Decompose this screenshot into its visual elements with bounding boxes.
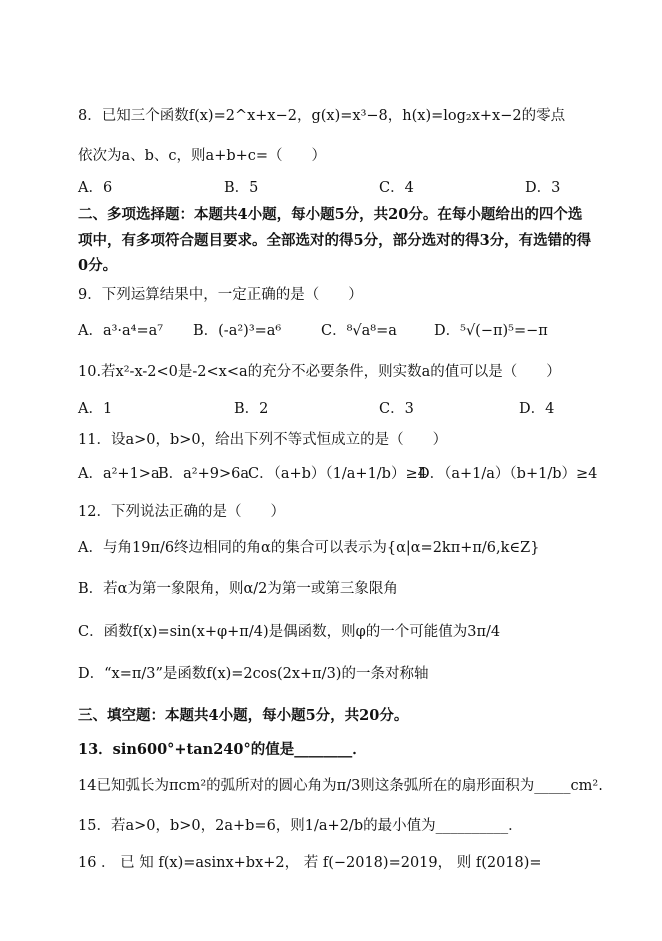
q12-option-c: C．函数f(x)=sin(x+φ+π/4)是偶函数，则φ的一个可能值为3π/4 <box>78 624 501 640</box>
q12-option-d: D．“x=π/3”是函数f(x)=2cos(2x+π/3)的一条对称轴 <box>78 666 429 682</box>
q15-text: 15．若a>0，b>0，2a+b=6，则1/a+2/b的最小值为__________． <box>78 818 523 834</box>
q10-option-a: A．1 <box>78 401 113 417</box>
q9-option-b: B．(-a²)³=a⁶ <box>193 323 282 339</box>
q13-text: 13．sin600°+tan240°的值是________． <box>78 741 367 758</box>
q9-option-c: C．⁸√a⁸=a <box>321 323 397 339</box>
q8-option-c: C．4 <box>379 180 414 196</box>
q8-option-d: D．3 <box>525 180 561 196</box>
q9-stem: 9．下列运算结果中，一定正确的是（ ） <box>78 287 363 303</box>
q11-option-c: C．（a+b）（1/a+1/b）≥4 <box>248 466 427 482</box>
q10-option-c: C．3 <box>379 401 414 417</box>
section3-heading: 三、填空题：本题共4小题，每小题5分，共20分。 <box>78 707 409 724</box>
q12-option-a: A．与角19π/6终边相同的角α的集合可以表示为{α|α=2kπ+π/6,k∈Z} <box>78 540 540 556</box>
q12-stem: 12．下列说法正确的是（ ） <box>78 504 285 520</box>
q8-line1: 8．已知三个函数f(x)=2^x+x−2，g(x)=x³−8，h(x)=log₂x+x−2的零点 <box>78 108 566 124</box>
q12-option-b: B．若α为第一象限角，则α/2为第一或第三象限角 <box>78 581 398 597</box>
q10-stem: 10.若x²-x-2<0是-2<x<a的充分不必要条件，则实数a的值可以是（ ） <box>78 364 561 380</box>
q14-text: 14已知弧长为πcm²的弧所对的圆心角为π/3则这条弧所在的扇形面积为_____cm². <box>78 778 603 794</box>
section2-line2: 项中，有多项符合题目要求。全部选对的得5分，部分选对的得3分，有选错的得 <box>78 232 592 249</box>
q8-option-b: B．5 <box>224 180 259 196</box>
q11-option-a: A．a²+1>a <box>78 466 160 482</box>
q11-option-d: D．（a+1/a）（b+1/b）≥4 <box>418 466 598 482</box>
section2-line3: 0分。 <box>78 257 118 274</box>
q11-option-b: B．a²+9>6a <box>158 466 250 482</box>
q10-option-d: D．4 <box>519 401 555 417</box>
q8-option-a: A．6 <box>78 180 113 196</box>
q11-stem: 11．设a>0，b>0，给出下列不等式恒成立的是（ ） <box>78 432 448 448</box>
section2-line1: 二、多项选择题：本题共4小题，每小题5分，共20分。在每小题给出的四个选 <box>78 206 583 223</box>
q9-option-a: A．a³·a⁴=a⁷ <box>78 323 164 339</box>
q16-text: 16 ． 已 知 f(x)=asinx+bx+2， 若 f(−2018)=2019， 则 f(2018)= <box>78 855 542 871</box>
q10-option-b: B．2 <box>234 401 269 417</box>
q8-line2: 依次为a、b、c，则a+b+c=（ ） <box>78 148 327 164</box>
q9-option-d: D．⁵√(−π)⁵=−π <box>434 323 548 339</box>
